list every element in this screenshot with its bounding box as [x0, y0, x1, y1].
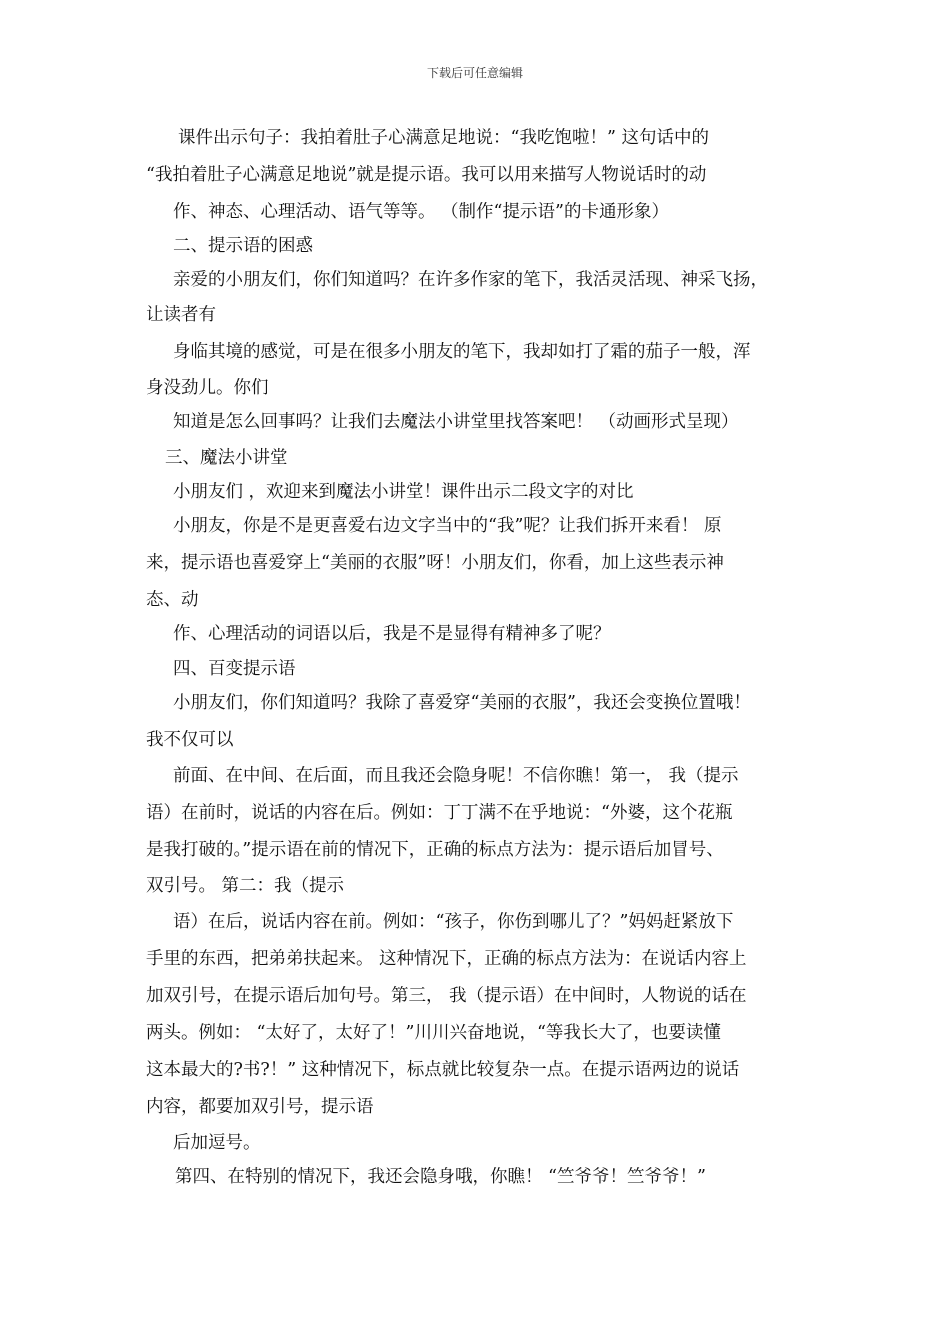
text-line: 作、神态、心理活动、语气等等。 （制作“提示语”的卡通形象） — [173, 202, 669, 222]
text-line: 第四、在特别的情况下，我还会隐身哦，你瞧！ “竺爷爷！竺爷爷！” — [175, 1167, 706, 1187]
text-line: 课件出示句子：我拍着肚子心满意足地说：“我吃饱啦！” 这句话中的 — [178, 128, 709, 148]
text-line: “我拍着肚子心满意足地说”就是提示语。我可以用来描写人物说话时的动 — [146, 165, 707, 185]
text-line: 小朋友们，你们知道吗？我除了喜爱穿“美丽的衣服”，我还会变换位置哦！ — [173, 693, 751, 713]
text-line: 来，提示语也喜爱穿上“美丽的衣服”呀！小朋友们，你看，加上这些表示神 — [146, 553, 724, 573]
text-line: 是我打破的。”提示语在前的情况下，正确的标点方法为：提示语后加冒号、 — [146, 840, 724, 860]
text-line: 加双引号，在提示语后加句号。第三， 我（提示语）在中间时，人物说的话在 — [146, 986, 747, 1006]
text-line: 这本最大的?书?！” 这种情况下，标点就比较复杂一点。在提示语两边的说话 — [146, 1060, 740, 1080]
section-heading: 三、魔法小讲堂 — [165, 448, 288, 468]
text-line: 前面、在中间、在后面，而且我还会隐身呢！不信你瞧！第一， 我（提示 — [173, 766, 739, 786]
text-line: 作、心理活动的词语以后，我是不是显得有精神多了呢？ — [173, 624, 611, 644]
text-line: 小朋友们 ，欢迎来到魔法小讲堂！课件出示二段文字的对比 — [173, 482, 634, 502]
text-line: 小朋友，你是不是更喜爱右边文字当中的“我”呢？让我们拆开来看！ 原 — [173, 516, 722, 536]
text-line: 身临其境的感觉，可是在很多小朋友的笔下，我却如打了霜的茄子一般，浑 — [173, 342, 751, 362]
text-line: 亲爱的小朋友们，你们知道吗？在许多作家的笔下，我活灵活现、神采飞扬， — [173, 270, 768, 290]
text-line: 语）在前时，说话的内容在后。例如：丁丁满不在乎地说：“外婆，这个花瓶 — [146, 803, 733, 823]
text-line: 知道是怎么回事吗？让我们去魔法小讲堂里找答案吧！ （动画形式呈现） — [173, 412, 739, 432]
page-header: 下载后可任意编辑 — [426, 66, 523, 80]
text-line: 让读者有 — [146, 305, 216, 325]
text-line: 我不仅可以 — [146, 730, 234, 750]
text-line: 后加逗号。 — [173, 1133, 261, 1153]
section-heading: 四、百变提示语 — [173, 659, 296, 679]
text-line: 内容，都要加双引号，提示语 — [146, 1097, 374, 1117]
section-heading: 二、提示语的困惑 — [173, 236, 313, 256]
text-line: 语）在后，说话内容在前。例如：“孩子，你伤到哪儿了？”妈妈赶紧放下 — [173, 912, 734, 932]
text-line: 手里的东西，把弟弟扶起来。 这种情况下，正确的标点方法为：在说话内容上 — [146, 949, 747, 969]
text-line: 态、动 — [146, 590, 199, 610]
text-line: 身没劲儿。你们 — [146, 378, 269, 398]
text-line: 两头。例如： “太好了，太好了！”川川兴奋地说，“等我长大了，也要读懂 — [146, 1023, 721, 1043]
text-line: 双引号。 第二：我（提示 — [146, 876, 345, 896]
